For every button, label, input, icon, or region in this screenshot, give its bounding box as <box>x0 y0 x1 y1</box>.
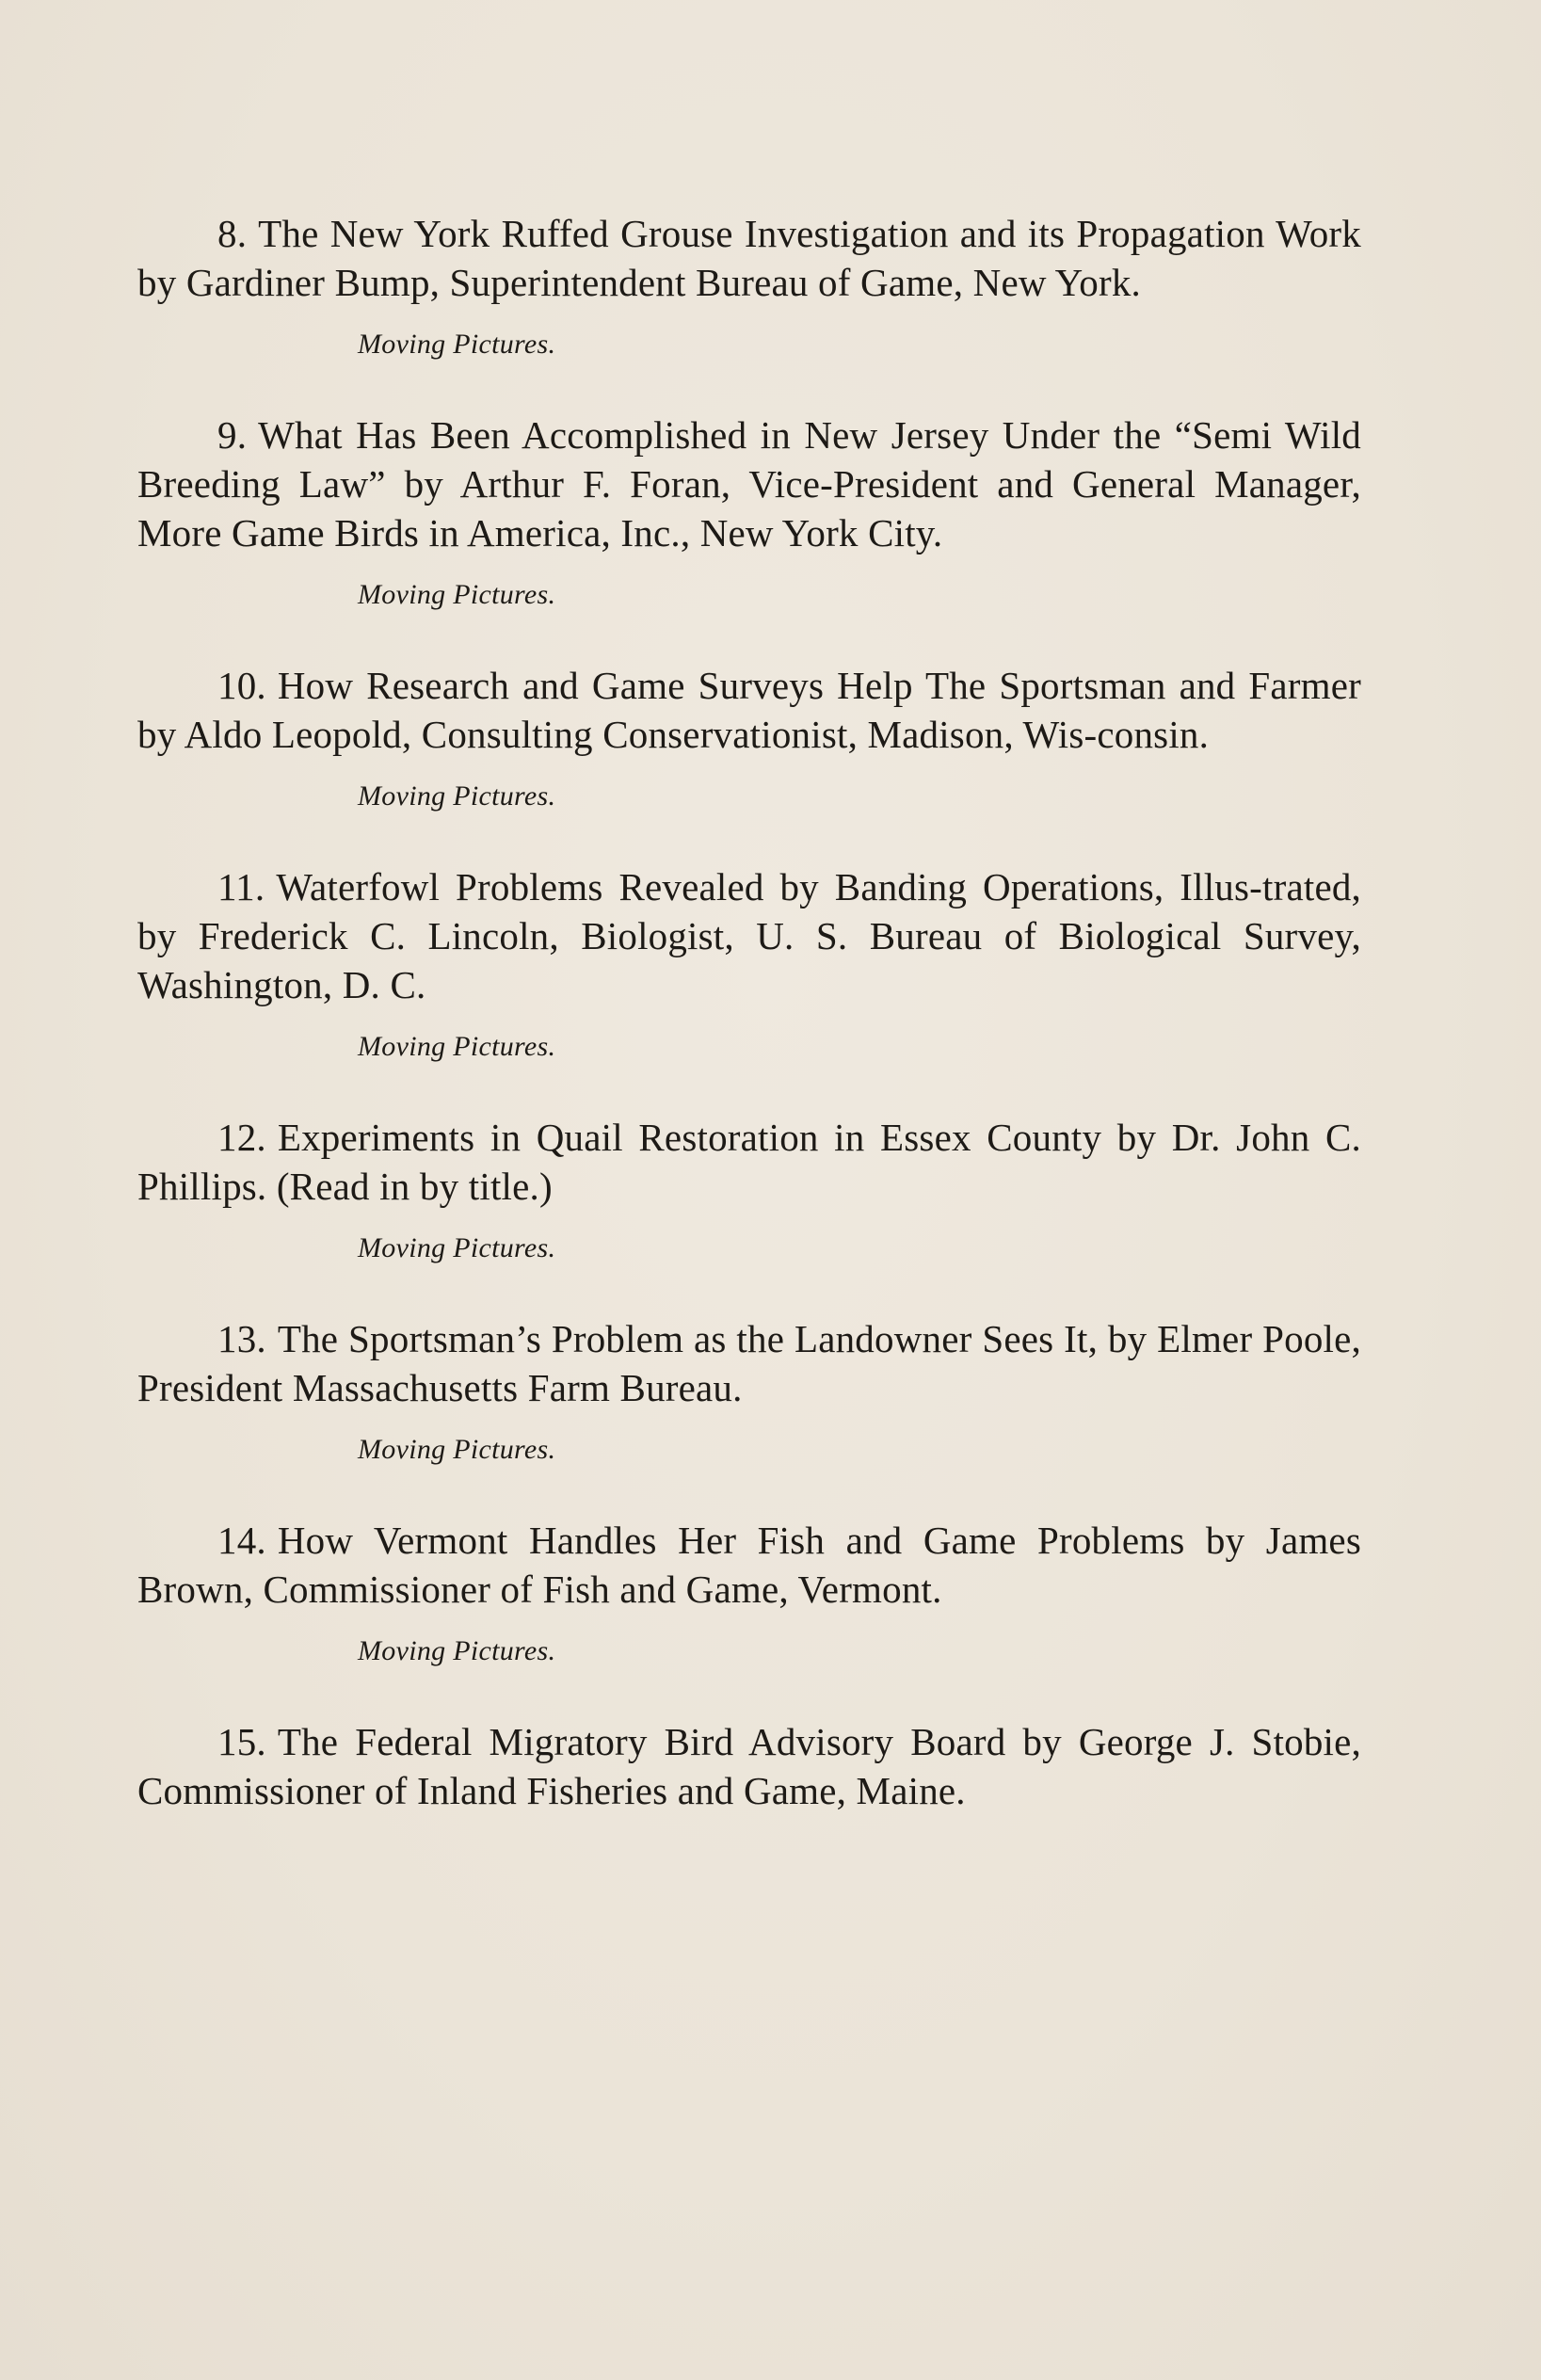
entry-text: The New York Ruffed Grouse Investigation and its Propagation Work by Gardiner Bump, Superintendent Bureau of Game, New York. <box>137 212 1361 304</box>
entry-note: Moving Pictures. <box>358 1635 556 1666</box>
entry-note: Moving Pictures. <box>358 780 556 812</box>
entry-text: The Sportsman’s Problem as the Landowner Sees It, by Elmer Poole, President Massachusetts Farm Bureau. <box>137 1317 1361 1409</box>
entry-number: 8. <box>217 212 248 255</box>
entry-number: 15. <box>217 1720 266 1763</box>
entry-number: 13. <box>217 1317 266 1360</box>
entry-text: How Vermont Handles Her Fish and Game Problems by James Brown, Commissioner of Fish and Game, Vermont. <box>137 1519 1361 1611</box>
entry-note: Moving Pictures. <box>358 579 556 610</box>
entry-number: 11. <box>217 865 265 909</box>
entry-number: 14. <box>217 1519 266 1562</box>
program-entry-14 <box>137 1516 1361 1670</box>
program-entry-8 <box>137 209 1361 363</box>
program-entry-15 <box>137 1717 1361 1815</box>
program-entry-11 <box>137 862 1361 1066</box>
entry-number: 12. <box>217 1116 266 1159</box>
entry-number: 9. <box>217 413 248 457</box>
entry-note: Moving Pictures. <box>358 329 556 360</box>
program-entry-9 <box>137 410 1361 614</box>
entry-text: What Has Been Accomplished in New Jersey Under the “Semi Wild Breeding Law” by Arthur F. Foran, Vice-President and General Manager, More Game Birds in America, Inc., New York City. <box>137 413 1361 555</box>
entry-text: How Research and Game Surveys Help The Sportsman and Farmer by Aldo Leopold, Consulting Conservationist, Madison, Wis-consin. <box>137 664 1361 756</box>
entry-text: Waterfowl Problems Revealed by Banding Operations, Illus-trated, by Frederick C. Lincoln, Biologist, U. S. Bureau of Biological Survey, Washington, D. C. <box>137 865 1361 1006</box>
entry-text: Experiments in Quail Restoration in Essex County by Dr. John C. Phillips. (Read in by title.) <box>137 1116 1361 1208</box>
program-entry-12 <box>137 1113 1361 1267</box>
entry-note: Moving Pictures. <box>358 1232 556 1263</box>
program-list <box>137 209 1361 1815</box>
program-entry-10 <box>137 661 1361 815</box>
entry-note: Moving Pictures. <box>358 1031 556 1062</box>
program-entry-13 <box>137 1314 1361 1469</box>
entry-note: Moving Pictures. <box>358 1434 556 1465</box>
entry-text: The Federal Migratory Bird Advisory Board by George J. Stobie, Commissioner of Inland Fisheries and Game, Maine. <box>137 1720 1361 1812</box>
entry-number: 10. <box>217 664 266 707</box>
